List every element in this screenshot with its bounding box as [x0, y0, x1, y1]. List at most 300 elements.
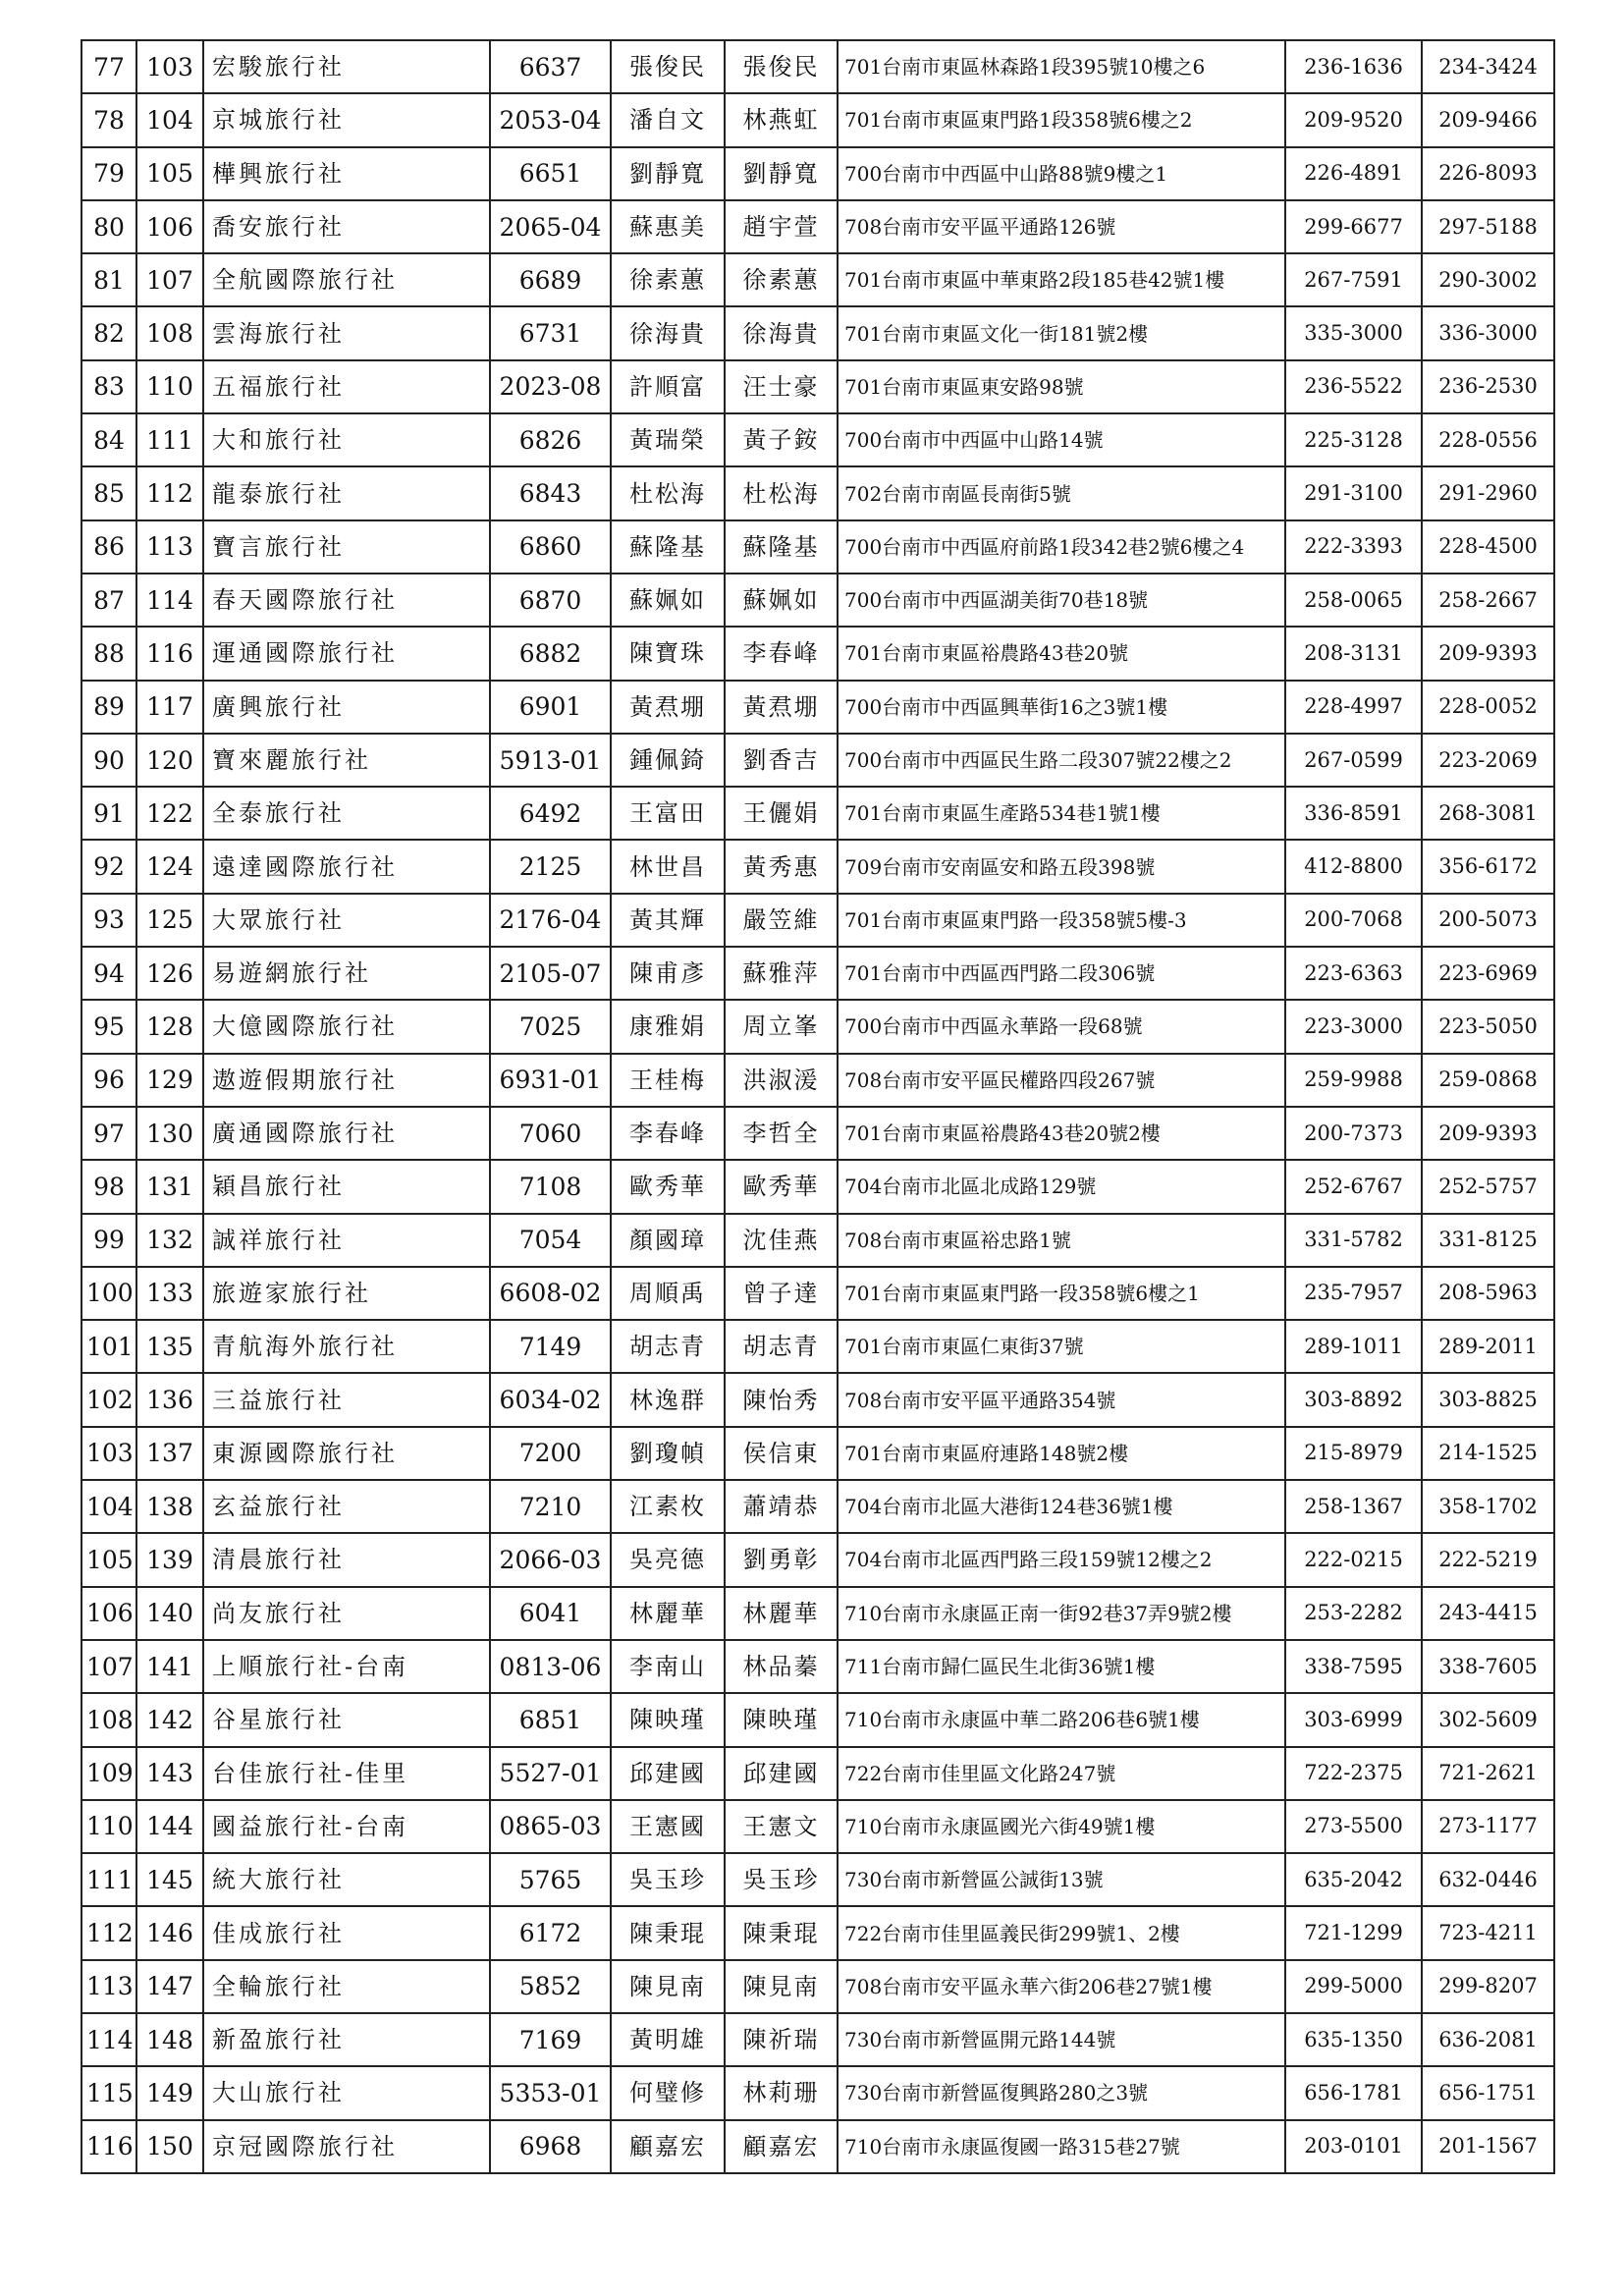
agency-serial-cell: 128	[136, 1000, 203, 1053]
agency-serial-cell: 135	[136, 1320, 203, 1373]
phone-cell: 223-3000	[1285, 1000, 1422, 1053]
fax-cell: 632-0446	[1422, 1853, 1554, 1906]
manager-cell: 王儷娟	[725, 787, 838, 840]
agency-name-cell: 易遊網旅行社	[203, 947, 490, 1000]
fax-cell: 209-9466	[1422, 93, 1554, 146]
table-row	[81, 147, 1554, 200]
row-number-cell: 109	[81, 1747, 136, 1800]
agency-serial-cell: 137	[136, 1427, 203, 1480]
phone-cell: 215-8979	[1285, 1427, 1422, 1480]
table-row	[81, 520, 1554, 574]
address-cell: 701台南市東區中華東路2段185巷42號1樓	[838, 253, 1285, 306]
representative-cell: 歐秀華	[611, 1160, 725, 1213]
representative-cell: 王桂梅	[611, 1054, 725, 1107]
representative-cell: 許順富	[611, 360, 725, 413]
row-number-cell: 110	[81, 1800, 136, 1853]
row-number-cell: 97	[81, 1107, 136, 1160]
agency-name-cell: 青航海外旅行社	[203, 1320, 490, 1373]
phone-cell: 289-1011	[1285, 1320, 1422, 1373]
phone-cell: 291-3100	[1285, 466, 1422, 519]
table-row	[81, 1960, 1554, 2013]
address-cell: 702台南市南區長南街5號	[838, 466, 1285, 519]
address-cell: 701台南市東區東門路1段358號6樓之2	[838, 93, 1285, 146]
agency-name-cell: 玄益旅行社	[203, 1480, 490, 1533]
table-row	[81, 306, 1554, 359]
fax-cell: 228-0556	[1422, 413, 1554, 466]
address-cell: 709台南市安南區安和路五段398號	[838, 840, 1285, 893]
phone-cell: 236-1636	[1285, 40, 1422, 93]
table-row	[81, 1214, 1554, 1267]
address-cell: 711台南市歸仁區民生北街36號1樓	[838, 1640, 1285, 1693]
table-row	[81, 200, 1554, 253]
license-number-cell: 6041	[490, 1587, 611, 1640]
address-cell: 700台南市中西區湖美街70巷18號	[838, 574, 1285, 627]
manager-cell: 陳見南	[725, 1960, 838, 2013]
fax-cell: 236-2530	[1422, 360, 1554, 413]
table-row	[81, 1906, 1554, 1959]
agency-name-cell: 大和旅行社	[203, 413, 490, 466]
license-number-cell: 2065-04	[490, 200, 611, 253]
fax-cell: 299-8207	[1422, 1960, 1554, 2013]
license-number-cell: 6931-01	[490, 1054, 611, 1107]
fax-cell: 234-3424	[1422, 40, 1554, 93]
address-cell: 722台南市佳里區文化路247號	[838, 1747, 1285, 1800]
agency-serial-cell: 146	[136, 1906, 203, 1959]
agency-name-cell: 國益旅行社-台南	[203, 1800, 490, 1853]
address-cell: 700台南市中西區中山路88號9樓之1	[838, 147, 1285, 200]
fax-cell: 291-2960	[1422, 466, 1554, 519]
license-number-cell: 2125	[490, 840, 611, 893]
phone-cell: 225-3128	[1285, 413, 1422, 466]
manager-cell: 嚴笠維	[725, 894, 838, 947]
agency-serial-cell: 120	[136, 734, 203, 787]
agency-name-cell: 五福旅行社	[203, 360, 490, 413]
license-number-cell: 6826	[490, 413, 611, 466]
manager-cell: 王憲文	[725, 1800, 838, 1853]
address-cell: 701台南市東區東門路一段358號6樓之1	[838, 1267, 1285, 1320]
representative-cell: 李春峰	[611, 1107, 725, 1160]
row-number-cell: 79	[81, 147, 136, 200]
manager-cell: 蕭靖恭	[725, 1480, 838, 1533]
agency-name-cell: 京冠國際旅行社	[203, 2120, 490, 2173]
license-number-cell: 5527-01	[490, 1747, 611, 1800]
agency-serial-cell: 150	[136, 2120, 203, 2173]
license-number-cell: 0865-03	[490, 1800, 611, 1853]
phone-cell: 200-7373	[1285, 1107, 1422, 1160]
manager-cell: 陳秉琨	[725, 1906, 838, 1959]
agency-name-cell: 廣興旅行社	[203, 681, 490, 734]
address-cell: 710台南市永康區復國一路315巷27號	[838, 2120, 1285, 2173]
phone-cell: 303-6999	[1285, 1693, 1422, 1746]
row-number-cell: 115	[81, 2066, 136, 2119]
row-number-cell: 82	[81, 306, 136, 359]
fax-cell: 223-2069	[1422, 734, 1554, 787]
manager-cell: 蘇姵如	[725, 574, 838, 627]
license-number-cell: 2176-04	[490, 894, 611, 947]
phone-cell: 223-6363	[1285, 947, 1422, 1000]
phone-cell: 635-1350	[1285, 2013, 1422, 2066]
row-number-cell: 101	[81, 1320, 136, 1373]
fax-cell: 331-8125	[1422, 1214, 1554, 1267]
table-row	[81, 413, 1554, 466]
license-number-cell: 5353-01	[490, 2066, 611, 2119]
agency-serial-cell: 131	[136, 1160, 203, 1213]
manager-cell: 劉香吉	[725, 734, 838, 787]
fax-cell: 268-3081	[1422, 787, 1554, 840]
license-number-cell: 6968	[490, 2120, 611, 2173]
license-number-cell: 2066-03	[490, 1533, 611, 1586]
row-number-cell: 90	[81, 734, 136, 787]
agency-name-cell: 廣通國際旅行社	[203, 1107, 490, 1160]
license-number-cell: 6172	[490, 1906, 611, 1959]
address-cell: 704台南市北區西門路三段159號12樓之2	[838, 1533, 1285, 1586]
agency-serial-cell: 105	[136, 147, 203, 200]
agency-serial-cell: 147	[136, 1960, 203, 2013]
table-row	[81, 1054, 1554, 1107]
manager-cell: 林麗華	[725, 1587, 838, 1640]
row-number-cell: 105	[81, 1533, 136, 1586]
fax-cell: 338-7605	[1422, 1640, 1554, 1693]
address-cell: 701台南市東區文化一街181號2樓	[838, 306, 1285, 359]
phone-cell: 222-0215	[1285, 1533, 1422, 1586]
address-cell: 701台南市東區東門路一段358號5樓-3	[838, 894, 1285, 947]
address-cell: 730台南市新營區公誠街13號	[838, 1853, 1285, 1906]
row-number-cell: 95	[81, 1000, 136, 1053]
row-number-cell: 100	[81, 1267, 136, 1320]
fax-cell: 636-2081	[1422, 2013, 1554, 2066]
table-row	[81, 40, 1554, 93]
table-row	[81, 787, 1554, 840]
phone-cell: 299-6677	[1285, 200, 1422, 253]
agency-serial-cell: 140	[136, 1587, 203, 1640]
representative-cell: 杜松海	[611, 466, 725, 519]
agency-serial-cell: 149	[136, 2066, 203, 2119]
row-number-cell: 78	[81, 93, 136, 146]
address-cell: 704台南市北區大港街124巷36號1樓	[838, 1480, 1285, 1533]
fax-cell: 214-1525	[1422, 1427, 1554, 1480]
license-number-cell: 7210	[490, 1480, 611, 1533]
license-number-cell: 7025	[490, 1000, 611, 1053]
table-row	[81, 947, 1554, 1000]
license-number-cell: 2053-04	[490, 93, 611, 146]
address-cell: 701台南市東區東安路98號	[838, 360, 1285, 413]
license-number-cell: 2023-08	[490, 360, 611, 413]
phone-cell: 303-8892	[1285, 1373, 1422, 1426]
manager-cell: 顧嘉宏	[725, 2120, 838, 2173]
phone-cell: 228-4997	[1285, 681, 1422, 734]
agency-name-cell: 運通國際旅行社	[203, 627, 490, 680]
agency-serial-cell: 117	[136, 681, 203, 734]
address-cell: 710台南市永康區國光六街49號1樓	[838, 1800, 1285, 1853]
agency-serial-cell: 132	[136, 1214, 203, 1267]
agency-name-cell: 全泰旅行社	[203, 787, 490, 840]
address-cell: 700台南市中西區中山路14號	[838, 413, 1285, 466]
agency-serial-cell: 144	[136, 1800, 203, 1853]
phone-cell: 267-7591	[1285, 253, 1422, 306]
fax-cell: 200-5073	[1422, 894, 1554, 947]
agency-name-cell: 春天國際旅行社	[203, 574, 490, 627]
manager-cell: 徐海貴	[725, 306, 838, 359]
agency-name-cell: 上順旅行社-台南	[203, 1640, 490, 1693]
address-cell: 708台南市東區裕忠路1號	[838, 1214, 1285, 1267]
phone-cell: 273-5500	[1285, 1800, 1422, 1853]
agency-name-cell: 大山旅行社	[203, 2066, 490, 2119]
table-row	[81, 2013, 1554, 2066]
manager-cell: 陳映瑾	[725, 1693, 838, 1746]
license-number-cell: 6860	[490, 520, 611, 574]
representative-cell: 劉瓊幀	[611, 1427, 725, 1480]
manager-cell: 邱建國	[725, 1747, 838, 1800]
row-number-cell: 111	[81, 1853, 136, 1906]
row-number-cell: 108	[81, 1693, 136, 1746]
manager-cell: 蘇隆基	[725, 520, 838, 574]
fax-cell: 358-1702	[1422, 1480, 1554, 1533]
row-number-cell: 83	[81, 360, 136, 413]
phone-cell: 235-7957	[1285, 1267, 1422, 1320]
fax-cell: 228-4500	[1422, 520, 1554, 574]
manager-cell: 侯信東	[725, 1427, 838, 1480]
fax-cell: 223-5050	[1422, 1000, 1554, 1053]
manager-cell: 陳祈瑞	[725, 2013, 838, 2066]
agency-name-cell: 尚友旅行社	[203, 1587, 490, 1640]
license-number-cell: 6651	[490, 147, 611, 200]
table-row	[81, 1373, 1554, 1426]
table-row	[81, 681, 1554, 734]
table-body	[81, 40, 1554, 2173]
representative-cell: 蘇姵如	[611, 574, 725, 627]
agency-name-cell: 京城旅行社	[203, 93, 490, 146]
row-number-cell: 99	[81, 1214, 136, 1267]
phone-cell: 656-1781	[1285, 2066, 1422, 2119]
representative-cell: 周順禹	[611, 1267, 725, 1320]
license-number-cell: 6901	[490, 681, 611, 734]
license-number-cell: 6882	[490, 627, 611, 680]
representative-cell: 陳見南	[611, 1960, 725, 2013]
phone-cell: 200-7068	[1285, 894, 1422, 947]
table-row	[81, 1267, 1554, 1320]
agency-serial-cell: 141	[136, 1640, 203, 1693]
travel-agency-table	[81, 39, 1555, 2174]
license-number-cell: 5913-01	[490, 734, 611, 787]
representative-cell: 顏國璋	[611, 1214, 725, 1267]
phone-cell: 226-4891	[1285, 147, 1422, 200]
fax-cell: 336-3000	[1422, 306, 1554, 359]
table-row	[81, 1587, 1554, 1640]
table-row	[81, 574, 1554, 627]
table-row	[81, 253, 1554, 306]
license-number-cell: 7169	[490, 2013, 611, 2066]
agency-name-cell: 穎昌旅行社	[203, 1160, 490, 1213]
license-number-cell: 6034-02	[490, 1373, 611, 1426]
agency-name-cell: 全輪旅行社	[203, 1960, 490, 2013]
fax-cell: 259-0868	[1422, 1054, 1554, 1107]
agency-serial-cell: 130	[136, 1107, 203, 1160]
fax-cell: 228-0052	[1422, 681, 1554, 734]
license-number-cell: 7054	[490, 1214, 611, 1267]
license-number-cell: 6731	[490, 306, 611, 359]
license-number-cell: 6689	[490, 253, 611, 306]
manager-cell: 李春峰	[725, 627, 838, 680]
representative-cell: 康雅娟	[611, 1000, 725, 1053]
agency-name-cell: 宏駿旅行社	[203, 40, 490, 93]
row-number-cell: 96	[81, 1054, 136, 1107]
row-number-cell: 87	[81, 574, 136, 627]
address-cell: 701台南市東區生產路534巷1號1樓	[838, 787, 1285, 840]
agency-serial-cell: 108	[136, 306, 203, 359]
manager-cell: 吳玉珍	[725, 1853, 838, 1906]
row-number-cell: 77	[81, 40, 136, 93]
row-number-cell: 93	[81, 894, 136, 947]
agency-name-cell: 統大旅行社	[203, 1853, 490, 1906]
representative-cell: 陳秉琨	[611, 1906, 725, 1959]
table-row	[81, 466, 1554, 519]
representative-cell: 黃瑞榮	[611, 413, 725, 466]
agency-serial-cell: 143	[136, 1747, 203, 1800]
license-number-cell: 0813-06	[490, 1640, 611, 1693]
agency-name-cell: 遨遊假期旅行社	[203, 1054, 490, 1107]
fax-cell: 356-6172	[1422, 840, 1554, 893]
address-cell: 701台南市中西區西門路二段306號	[838, 947, 1285, 1000]
agency-serial-cell: 104	[136, 93, 203, 146]
phone-cell: 259-9988	[1285, 1054, 1422, 1107]
table-row	[81, 840, 1554, 893]
phone-cell: 258-0065	[1285, 574, 1422, 627]
agency-serial-cell: 103	[136, 40, 203, 93]
agency-serial-cell: 126	[136, 947, 203, 1000]
license-number-cell: 5852	[490, 1960, 611, 2013]
representative-cell: 李南山	[611, 1640, 725, 1693]
manager-cell: 劉勇彰	[725, 1533, 838, 1586]
manager-cell: 歐秀華	[725, 1160, 838, 1213]
phone-cell: 209-9520	[1285, 93, 1422, 146]
agency-name-cell: 佳成旅行社	[203, 1906, 490, 1959]
manager-cell: 洪淑湲	[725, 1054, 838, 1107]
address-cell: 722台南市佳里區義民街299號1、2樓	[838, 1906, 1285, 1959]
table-row	[81, 360, 1554, 413]
manager-cell: 曾子達	[725, 1267, 838, 1320]
agency-serial-cell: 106	[136, 200, 203, 253]
manager-cell: 林品蓁	[725, 1640, 838, 1693]
agency-name-cell: 全航國際旅行社	[203, 253, 490, 306]
table-row	[81, 1160, 1554, 1213]
row-number-cell: 106	[81, 1587, 136, 1640]
manager-cell: 劉靜寬	[725, 147, 838, 200]
representative-cell: 陳甫彥	[611, 947, 725, 1000]
address-cell: 708台南市安平區平通路354號	[838, 1373, 1285, 1426]
fax-cell: 258-2667	[1422, 574, 1554, 627]
manager-cell: 沈佳燕	[725, 1214, 838, 1267]
manager-cell: 黃子銨	[725, 413, 838, 466]
row-number-cell: 104	[81, 1480, 136, 1533]
representative-cell: 林世昌	[611, 840, 725, 893]
agency-name-cell: 雲海旅行社	[203, 306, 490, 359]
table-row	[81, 1000, 1554, 1053]
manager-cell: 張俊民	[725, 40, 838, 93]
license-number-cell: 6851	[490, 1693, 611, 1746]
fax-cell: 209-9393	[1422, 627, 1554, 680]
table-row	[81, 1533, 1554, 1586]
row-number-cell: 94	[81, 947, 136, 1000]
manager-cell: 蘇雅萍	[725, 947, 838, 1000]
address-cell: 700台南市中西區興華街16之3號1樓	[838, 681, 1285, 734]
agency-serial-cell: 122	[136, 787, 203, 840]
manager-cell: 林燕虹	[725, 93, 838, 146]
phone-cell: 635-2042	[1285, 1853, 1422, 1906]
row-number-cell: 116	[81, 2120, 136, 2173]
address-cell: 700台南市中西區府前路1段342巷2號6樓之4	[838, 520, 1285, 574]
row-number-cell: 114	[81, 2013, 136, 2066]
address-cell: 708台南市安平區民權路四段267號	[838, 1054, 1285, 1107]
fax-cell: 303-8825	[1422, 1373, 1554, 1426]
license-number-cell: 2105-07	[490, 947, 611, 1000]
agency-name-cell: 喬安旅行社	[203, 200, 490, 253]
phone-cell: 203-0101	[1285, 2120, 1422, 2173]
fax-cell: 289-2011	[1422, 1320, 1554, 1373]
representative-cell: 林逸群	[611, 1373, 725, 1426]
manager-cell: 林莉珊	[725, 2066, 838, 2119]
address-cell: 700台南市中西區永華路一段68號	[838, 1000, 1285, 1053]
address-cell: 701台南市東區仁東街37號	[838, 1320, 1285, 1373]
representative-cell: 何璧修	[611, 2066, 725, 2119]
representative-cell: 徐素蕙	[611, 253, 725, 306]
table-row	[81, 734, 1554, 787]
fax-cell: 656-1751	[1422, 2066, 1554, 2119]
phone-cell: 721-1299	[1285, 1906, 1422, 1959]
row-number-cell: 98	[81, 1160, 136, 1213]
license-number-cell: 7060	[490, 1107, 611, 1160]
row-number-cell: 91	[81, 787, 136, 840]
representative-cell: 鍾佩錡	[611, 734, 725, 787]
agency-serial-cell: 124	[136, 840, 203, 893]
table-row	[81, 1693, 1554, 1746]
representative-cell: 陳寶珠	[611, 627, 725, 680]
table-row	[81, 2066, 1554, 2119]
agency-serial-cell: 113	[136, 520, 203, 574]
manager-cell: 趙宇萱	[725, 200, 838, 253]
agency-name-cell: 谷星旅行社	[203, 1693, 490, 1746]
agency-name-cell: 寶言旅行社	[203, 520, 490, 574]
representative-cell: 黃其輝	[611, 894, 725, 947]
table-row	[81, 1320, 1554, 1373]
fax-cell: 209-9393	[1422, 1107, 1554, 1160]
agency-serial-cell: 138	[136, 1480, 203, 1533]
phone-cell: 222-3393	[1285, 520, 1422, 574]
address-cell: 701台南市東區裕農路43巷20號2樓	[838, 1107, 1285, 1160]
manager-cell: 徐素蕙	[725, 253, 838, 306]
license-number-cell: 6608-02	[490, 1267, 611, 1320]
manager-cell: 汪士豪	[725, 360, 838, 413]
fax-cell: 723-4211	[1422, 1906, 1554, 1959]
address-cell: 730台南市新營區復興路280之3號	[838, 2066, 1285, 2119]
phone-cell: 258-1367	[1285, 1480, 1422, 1533]
fax-cell: 297-5188	[1422, 200, 1554, 253]
representative-cell: 王富田	[611, 787, 725, 840]
table-row	[81, 93, 1554, 146]
representative-cell: 張俊民	[611, 40, 725, 93]
agency-serial-cell: 114	[136, 574, 203, 627]
license-number-cell: 7200	[490, 1427, 611, 1480]
address-cell: 700台南市中西區民生路二段307號22樓之2	[838, 734, 1285, 787]
representative-cell: 邱建國	[611, 1747, 725, 1800]
travel-agency-list-page	[81, 39, 1553, 2174]
table-row	[81, 627, 1554, 680]
license-number-cell: 6870	[490, 574, 611, 627]
representative-cell: 胡志青	[611, 1320, 725, 1373]
agency-serial-cell: 107	[136, 253, 203, 306]
representative-cell: 林麗華	[611, 1587, 725, 1640]
address-cell: 701台南市東區裕農路43巷20號	[838, 627, 1285, 680]
phone-cell: 252-6767	[1285, 1160, 1422, 1213]
